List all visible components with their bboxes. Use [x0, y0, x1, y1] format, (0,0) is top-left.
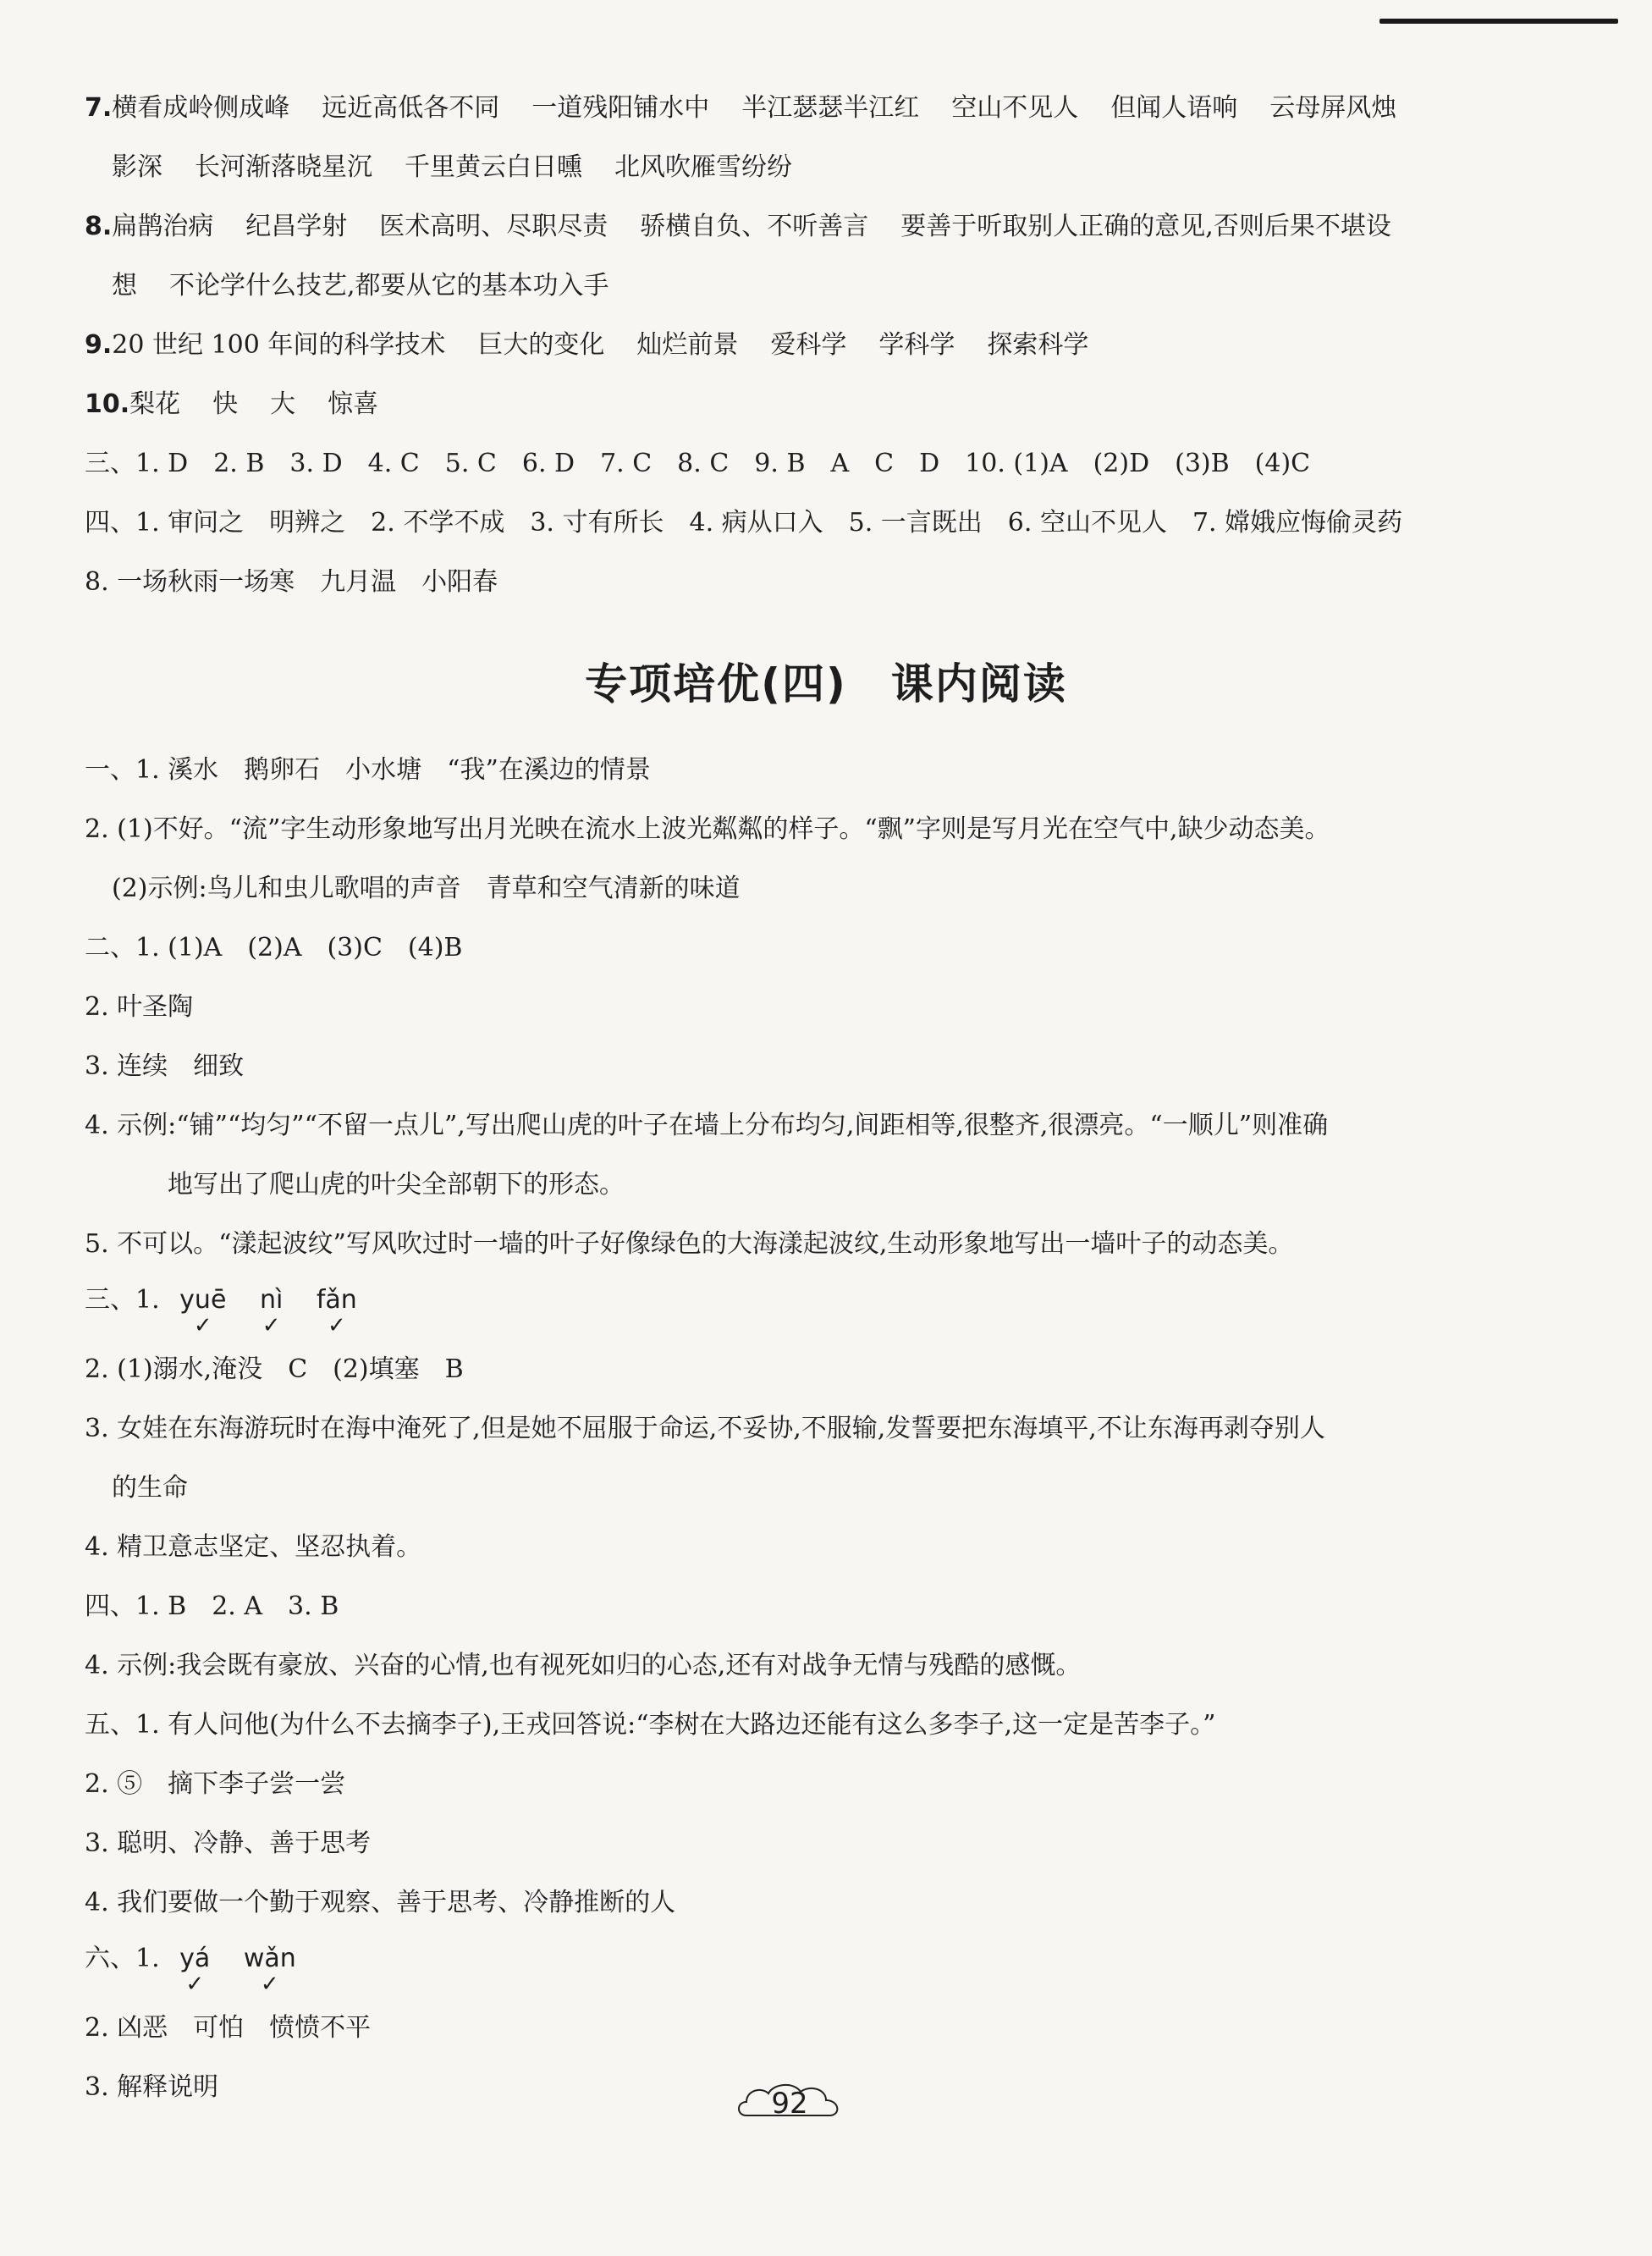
- page-number: 92: [735, 2078, 845, 2127]
- answer-line: 四、1. 审问之 明辨之 2. 不学不成 3. 寸有所长 4. 病从口入 5. 一言既出 6. 空山不见人 7. 嫦娥应悔偷灵药: [85, 508, 1403, 538]
- answer-line: 8.扁鹊治病 纪昌学射 医术高明、尽职尽责 骄横自负、不听善言 要善于听取别人正确的意见,否则后果不堪设: [85, 212, 1391, 241]
- check-mark: ✓: [327, 1313, 346, 1338]
- answer-line: 2. 叶圣陶: [85, 992, 194, 1022]
- answer-line: 4. 我们要做一个勤于观察、善于思考、冷静推断的人: [85, 1888, 676, 1917]
- answer-line: 9.20 世纪 100 年间的科学技术 巨大的变化 灿烂前景 爱科学 学科学 探索科学: [85, 330, 1089, 360]
- answer-line: 10.梨花 快 大 惊喜: [85, 389, 379, 419]
- check-mark: ✓: [260, 1972, 279, 1997]
- answer-line: 二、1. (1)A (2)A (3)C (4)B: [85, 933, 463, 963]
- answer-line: 3. 连续 细致: [85, 1051, 245, 1081]
- answer-line: 的生命: [112, 1473, 188, 1503]
- top-rule: [1379, 19, 1618, 24]
- answer-line: 8. 一场秋雨一场寒 九月温 小阳春: [85, 567, 498, 597]
- answer-line: 4. 示例:我会既有豪放、兴奋的心情,也有视死如归的心态,还有对战争无情与残酷的感慨。: [85, 1651, 1082, 1680]
- answer-line: 想 不论学什么技艺,都要从它的基本功入手: [112, 271, 609, 301]
- answer-line: 7.横看成岭侧成峰 远近高低各不同 一道残阳铺水中 半江瑟瑟半江红 空山不见人 但闻人语响 云母屏风烛: [85, 93, 1397, 123]
- answer-line: 2. 凶恶 可怕 愤愤不平: [85, 2013, 372, 2043]
- answer-line: 3. 聪明、冷静、善于思考: [85, 1829, 372, 1858]
- answer-line: 3. 解释说明: [85, 2072, 219, 2102]
- answer-line: 三、1. D 2. B 3. D 4. C 5. C 6. D 7. C 8. C 9. B A C D 10. (1)A (2)D (3)B (4)C: [85, 449, 1311, 478]
- answer-line: 5. 不可以。“漾起波纹”写风吹过时一墙的叶子好像绿色的大海漾起波纹,生动形象地写出一墙叶子的动态美。: [85, 1229, 1294, 1259]
- answer-line: 2. ⑤ 摘下李子尝一尝: [85, 1769, 346, 1799]
- answer-line: 影深 长河渐落晓星沉 千里黄云白日曛 北风吹雁雪纷纷: [112, 152, 792, 182]
- answer-line: 4. 示例:“铺”“均匀”“不留一点儿”,写出爬山虎的叶子在墙上分布均匀,间距相等,很整齐,很漂亮。“一顺儿”则准确: [85, 1111, 1329, 1140]
- answer-line: 2. (1)溺水,淹没 C (2)填塞 B: [85, 1354, 464, 1384]
- answer-line: (2)示例:鸟儿和虫儿歌唱的声音 青草和空气清新的味道: [112, 874, 741, 903]
- answer-line: 地写出了爬山虎的叶尖全部朝下的形态。: [168, 1170, 625, 1200]
- check-mark: ✓: [185, 1972, 205, 1997]
- check-mark: ✓: [193, 1313, 212, 1338]
- answer-line: 3. 女娃在东海游玩时在海中淹死了,但是她不屈服于命运,不妥协,不服输,发誓要把东海填平,不让东海再剥夺别人: [85, 1414, 1325, 1443]
- answer-line: 一、1. 溪水 鹅卵石 小水塘 “我”在溪边的情景: [85, 755, 651, 785]
- answer-line: 四、1. B 2. A 3. B: [85, 1591, 339, 1621]
- pinyin-answer-line: 六、1. yá ✓ wǎn ✓: [85, 1942, 322, 1976]
- answer-line: 五、1. 有人问他(为什么不去摘李子),王戎回答说:“李树在大路边还能有这么多李子,这一定是苦李子。”: [85, 1710, 1216, 1740]
- pinyin-answer-line: 三、1. yuē ✓ nì ✓ fǎn ✓: [85, 1283, 383, 1317]
- answer-line: 4. 精卫意志坚定、坚忍执着。: [85, 1532, 422, 1562]
- section-title: 专项培优(四) 课内阅读: [585, 659, 1067, 709]
- check-mark: ✓: [262, 1313, 281, 1338]
- answer-line: 2. (1)不好。“流”字生动形象地写出月光映在流水上波光粼粼的样子。“飘”字则是写月光在空气中,缺少动态美。: [85, 814, 1330, 844]
